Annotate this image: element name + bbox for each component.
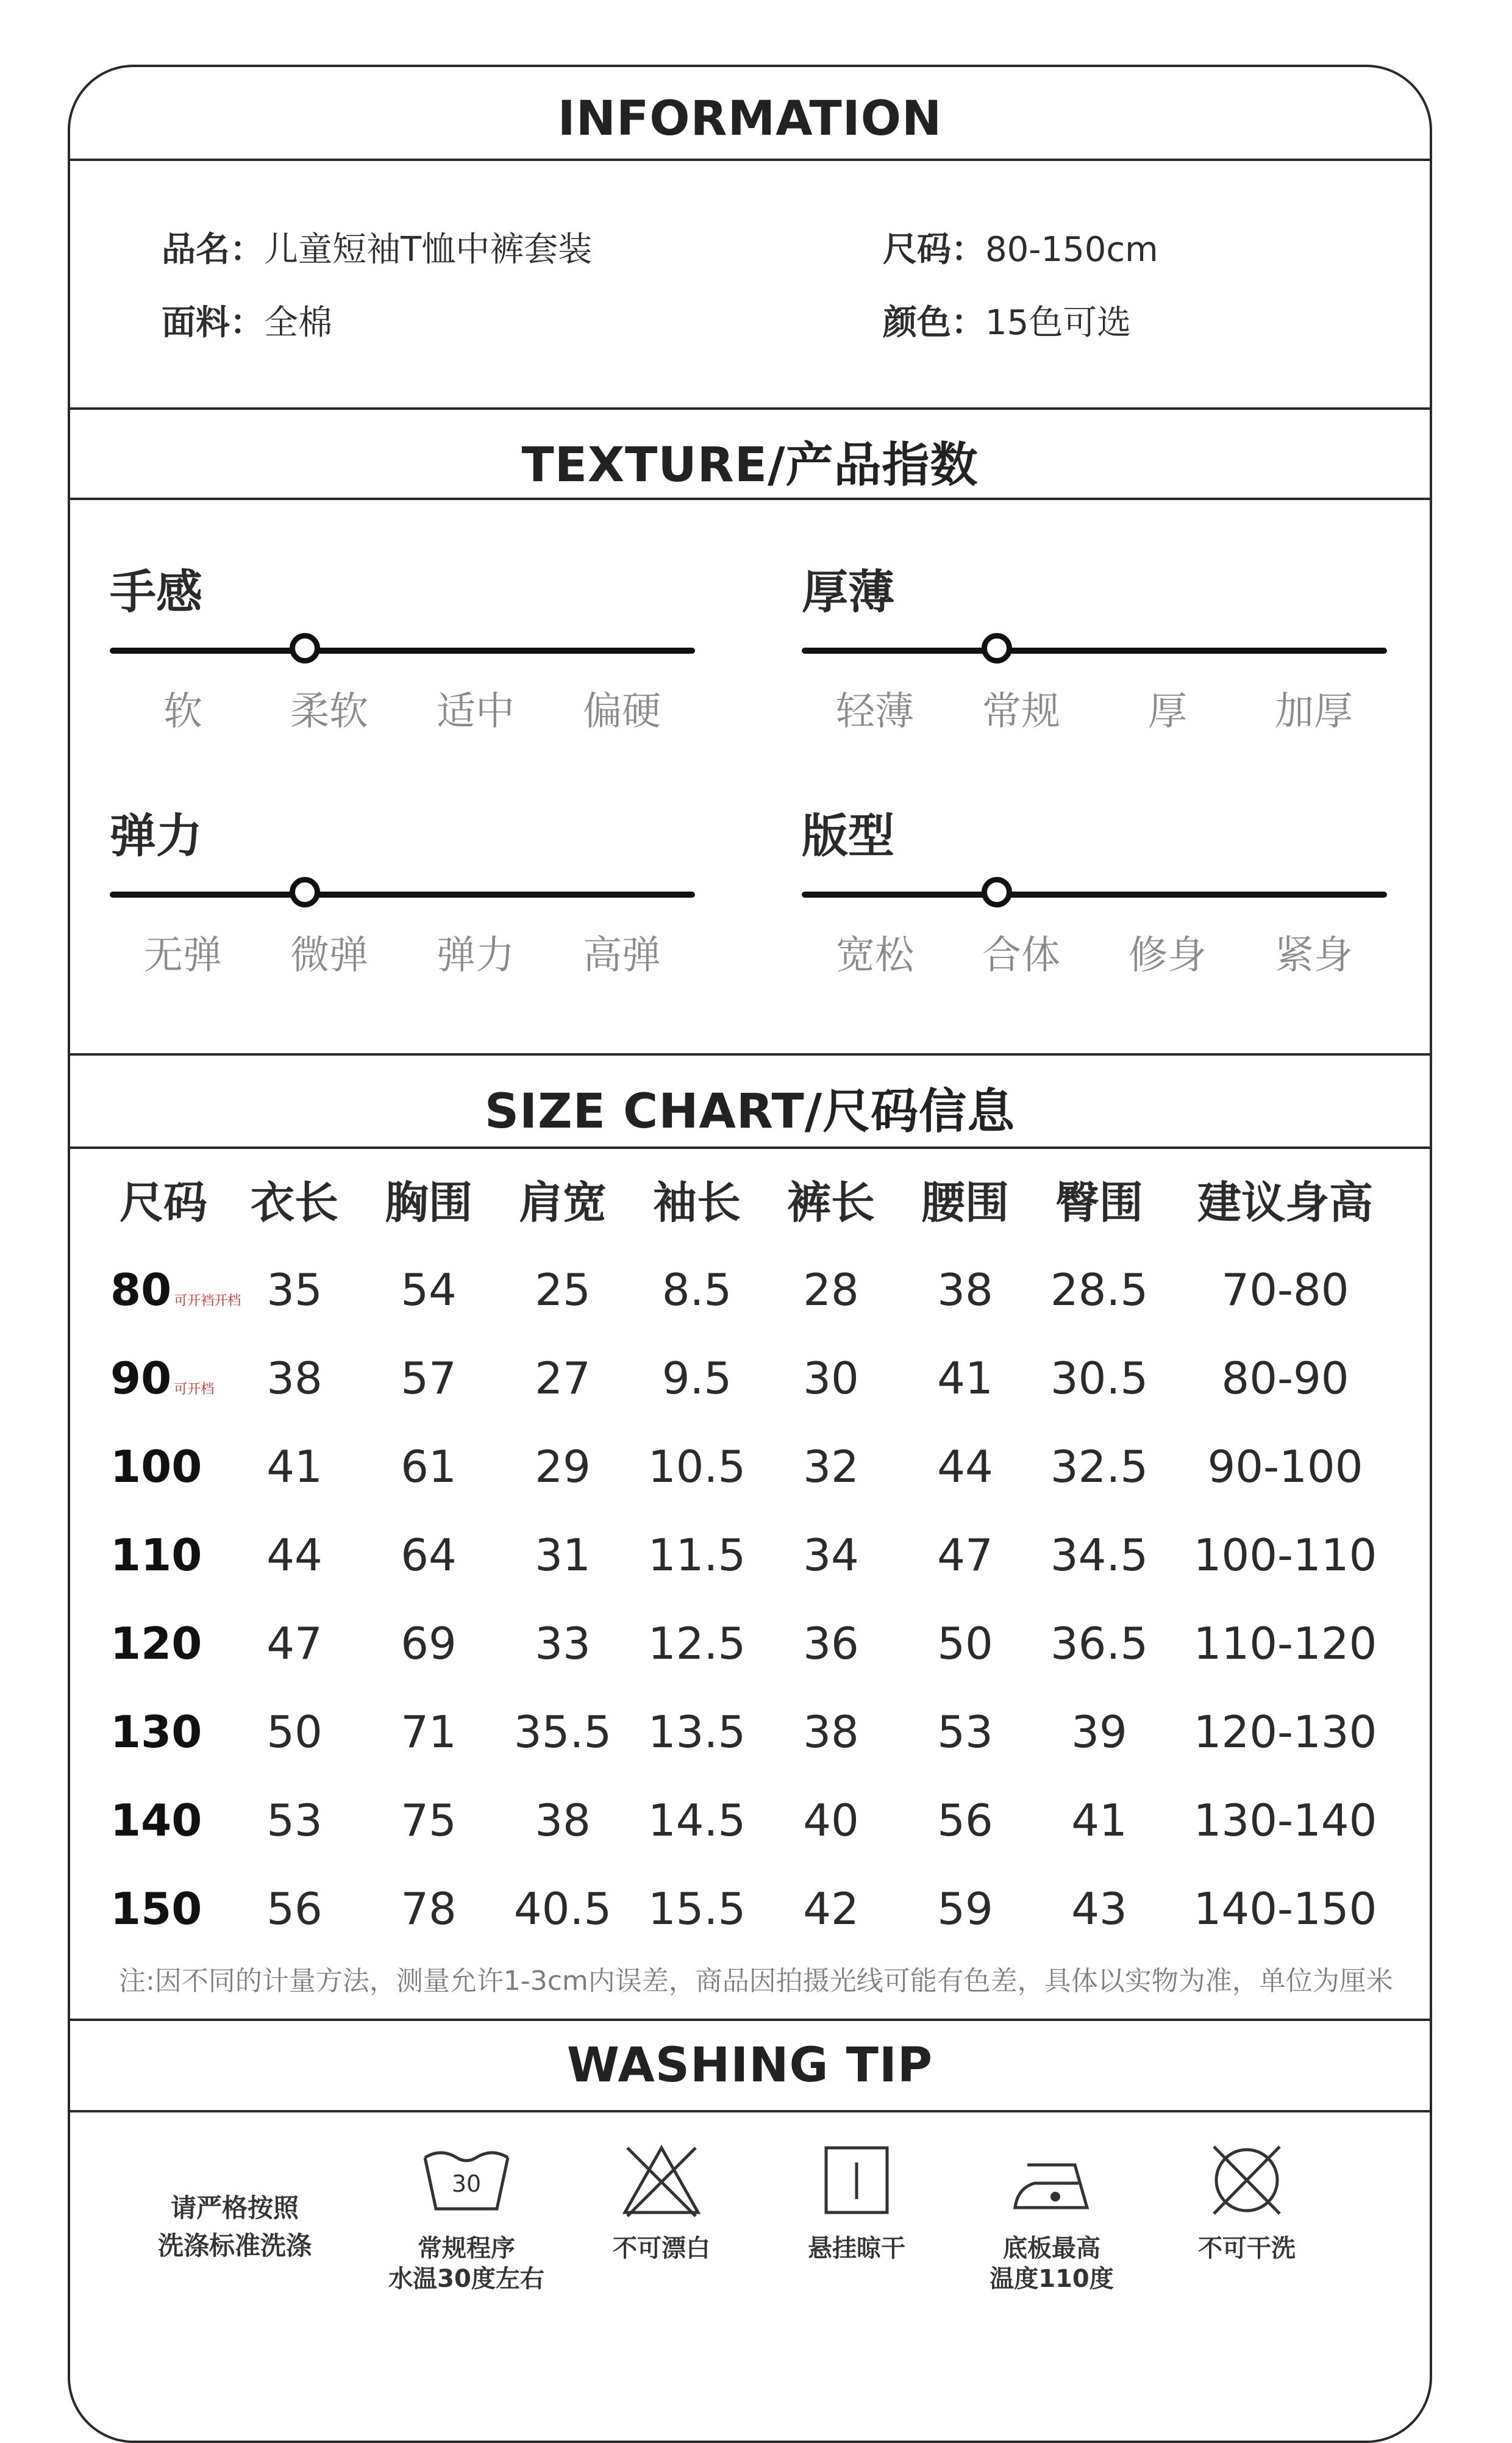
table-cell: 29 <box>535 1440 591 1492</box>
table-cell: 8.5 <box>661 1264 732 1315</box>
wash-instruction-hang-dry <box>765 2141 948 2264</box>
divider <box>70 407 1430 410</box>
scale-marker <box>290 877 320 907</box>
table-cell: 35.5 <box>513 1706 612 1758</box>
table-cell: 71 <box>401 1706 457 1758</box>
table-cell: 35 <box>266 1264 323 1315</box>
no-dry-clean-icon <box>1198 2141 1296 2220</box>
table-cell: 69 <box>401 1617 457 1669</box>
table-cell: 90-100 <box>1207 1440 1363 1492</box>
divider <box>70 159 1430 161</box>
scale-label: 柔软 <box>290 689 368 734</box>
table-cell: 40 <box>803 1794 859 1846</box>
texture-scale-elasticity <box>110 799 701 994</box>
table-cell: 80-90 <box>1221 1352 1349 1404</box>
table-cell: 53 <box>937 1706 993 1758</box>
no-bleach-icon <box>613 2141 710 2220</box>
scale-label: 高弹 <box>583 933 661 978</box>
table-cell: 130-140 <box>1193 1794 1377 1846</box>
table-cell: 47 <box>937 1529 993 1581</box>
product-colors: 颜色：15色可选 <box>883 303 1132 343</box>
table-cell: 54 <box>401 1264 457 1315</box>
scale-label: 加厚 <box>1275 689 1353 734</box>
scale-label: 适中 <box>437 689 515 734</box>
table-cell: 47 <box>266 1617 323 1669</box>
size-table <box>99 1153 1404 1953</box>
table-cell: 11.5 <box>647 1529 746 1581</box>
table-cell: 28.5 <box>1050 1264 1149 1315</box>
wash-instruction-30 <box>375 2141 558 2294</box>
table-cell: 70-80 <box>1221 1264 1349 1315</box>
table-cell: 40.5 <box>513 1883 612 1934</box>
table-cell: 56 <box>937 1794 993 1846</box>
column-header: 裤长 <box>786 1177 875 1228</box>
table-cell: 32.5 <box>1050 1440 1149 1492</box>
scale-label: 偏硬 <box>583 689 661 734</box>
table-cell: 100-110 <box>1193 1529 1377 1581</box>
size-cell: 110 <box>110 1529 202 1581</box>
table-cell: 42 <box>803 1883 859 1934</box>
table-cell: 140-150 <box>1193 1883 1377 1934</box>
product-size-range: 尺码：80-150cm <box>883 230 1158 270</box>
table-row <box>99 1422 1404 1511</box>
table-cell: 57 <box>401 1352 457 1404</box>
wash-label: 常规程序 水温30度左右 <box>388 2234 544 2293</box>
table-cell: 38 <box>535 1794 591 1846</box>
table-cell: 61 <box>401 1440 457 1492</box>
table-cell: 39 <box>1071 1706 1127 1758</box>
texture-scale-fit <box>802 799 1393 994</box>
crotch-note: 可开裆开档 <box>174 1293 241 1309</box>
wash-30-icon <box>418 2141 515 2220</box>
scale-marker <box>290 633 320 664</box>
divider <box>70 1053 1430 1056</box>
hang-dry-icon <box>808 2141 905 2220</box>
divider <box>70 2019 1430 2021</box>
scale-title: 手感 <box>110 565 202 619</box>
table-cell: 36 <box>803 1617 859 1669</box>
scale-track <box>802 648 1387 654</box>
table-cell: 31 <box>535 1529 591 1581</box>
wash-label: 悬挂晾干 <box>808 2234 905 2262</box>
scale-label: 宽松 <box>836 933 914 978</box>
size-cell: 80 可开裆开档 <box>110 1264 241 1315</box>
texture-scale-thickness <box>802 555 1393 750</box>
scale-label: 微弹 <box>290 933 368 978</box>
table-cell: 12.5 <box>647 1617 746 1669</box>
table-cell: 41 <box>937 1352 993 1404</box>
table-cell: 36.5 <box>1050 1617 1149 1669</box>
scale-label: 轻薄 <box>836 689 914 734</box>
size-cell: 130 <box>110 1706 202 1758</box>
scale-label: 软 <box>163 689 202 734</box>
table-cell: 120-130 <box>1193 1706 1377 1758</box>
table-row <box>99 1687 1404 1776</box>
product-fabric: 面料：全棉 <box>162 303 332 343</box>
scale-label: 紧身 <box>1275 933 1353 978</box>
table-cell: 15.5 <box>647 1883 746 1934</box>
table-cell: 78 <box>401 1883 457 1934</box>
table-row <box>99 1864 1404 1953</box>
scale-label: 合体 <box>982 933 1060 978</box>
table-cell: 38 <box>266 1352 323 1404</box>
washing-intro: 请严格按照 洗涤标准洗涤 <box>157 2193 312 2261</box>
size-info-card <box>68 65 1432 2443</box>
column-header: 袖长 <box>652 1177 741 1228</box>
column-header: 胸围 <box>384 1177 472 1228</box>
size-chart-title: SIZE CHART/尺码信息 <box>484 1084 1016 1139</box>
table-cell: 75 <box>401 1794 457 1846</box>
column-header: 肩宽 <box>518 1177 607 1228</box>
table-row <box>99 1245 1404 1334</box>
table-cell: 64 <box>401 1529 457 1581</box>
wash-instruction-no-dry-clean <box>1155 2141 1338 2264</box>
iron-icon <box>1003 2141 1100 2220</box>
table-cell: 14.5 <box>647 1794 746 1846</box>
table-cell: 110-120 <box>1193 1617 1377 1669</box>
divider <box>70 2110 1430 2112</box>
column-header: 臀围 <box>1055 1177 1143 1228</box>
wash-instruction-no-bleach <box>570 2141 753 2264</box>
size-cell: 140 <box>110 1794 202 1846</box>
table-cell: 28 <box>803 1264 859 1315</box>
table-cell: 50 <box>937 1617 993 1669</box>
size-cell: 90 可开档 <box>110 1352 215 1404</box>
table-cell: 30 <box>803 1352 859 1404</box>
divider <box>70 498 1430 500</box>
table-cell: 50 <box>266 1706 323 1758</box>
scale-label: 厚 <box>1148 689 1187 734</box>
column-header: 腰围 <box>921 1177 1009 1228</box>
table-cell: 53 <box>266 1794 323 1846</box>
texture-scale-hand-feel <box>110 555 701 750</box>
table-cell: 9.5 <box>661 1352 732 1404</box>
wash-label: 不可干洗 <box>1198 2234 1296 2262</box>
scale-title: 弹力 <box>110 809 202 863</box>
table-cell: 41 <box>1071 1794 1127 1846</box>
table-row <box>99 1776 1404 1864</box>
scale-track <box>110 648 695 654</box>
table-cell: 10.5 <box>647 1440 746 1492</box>
size-cell: 120 <box>110 1617 202 1669</box>
scale-marker <box>982 877 1012 907</box>
table-cell: 27 <box>535 1352 591 1404</box>
table-cell: 34 <box>803 1529 859 1581</box>
texture-title: TEXTURE/产品指数 <box>521 438 979 493</box>
table-cell: 34.5 <box>1050 1529 1149 1581</box>
washing-title: WASHING TIP <box>566 2038 933 2093</box>
scale-label: 无弹 <box>144 933 222 978</box>
table-cell: 44 <box>937 1440 993 1492</box>
table-cell: 41 <box>266 1440 323 1492</box>
scale-label: 修身 <box>1129 933 1207 978</box>
table-header-row <box>99 1153 1404 1245</box>
scale-track <box>802 892 1387 898</box>
table-cell: 38 <box>803 1706 859 1758</box>
wash-instruction-iron <box>960 2141 1143 2294</box>
table-cell: 44 <box>266 1529 323 1581</box>
scale-title: 厚薄 <box>802 565 894 619</box>
table-cell: 13.5 <box>647 1706 746 1758</box>
product-name: 品名：儿童短袖T恤中裤套装 <box>162 230 593 270</box>
svg-text:30: 30 <box>451 2170 482 2197</box>
size-cell: 100 <box>110 1440 202 1492</box>
scale-marker <box>982 633 1012 664</box>
information-title: INFORMATION <box>557 91 943 146</box>
scale-label: 常规 <box>982 689 1060 734</box>
table-cell: 59 <box>937 1883 993 1934</box>
column-header: 建议身高 <box>1197 1177 1373 1228</box>
table-cell: 25 <box>535 1264 591 1315</box>
table-cell: 32 <box>803 1440 859 1492</box>
table-cell: 33 <box>535 1617 591 1669</box>
wash-label: 底板最高 温度110度 <box>990 2234 1114 2293</box>
table-cell: 38 <box>937 1264 993 1315</box>
divider <box>70 1146 1430 1149</box>
scale-track <box>110 892 695 898</box>
table-cell: 43 <box>1071 1883 1127 1934</box>
table-row <box>99 1334 1404 1422</box>
wash-label: 不可漂白 <box>613 2234 710 2262</box>
table-row <box>99 1599 1404 1687</box>
crotch-note: 可开档 <box>174 1381 215 1397</box>
table-row <box>99 1511 1404 1599</box>
scale-label: 弹力 <box>437 933 515 978</box>
table-cell: 56 <box>266 1883 323 1934</box>
column-header: 尺码 <box>119 1177 207 1228</box>
column-header: 衣长 <box>250 1177 338 1228</box>
measurement-footnote: 注:因不同的计量方法，测量允许1-3cm内误差，商品因拍摄光线可能有色差，具体以实物为准，单位为厘米 <box>119 1965 1393 1997</box>
size-cell: 150 <box>110 1883 202 1934</box>
table-cell: 30.5 <box>1050 1352 1149 1404</box>
scale-title: 版型 <box>802 809 894 863</box>
